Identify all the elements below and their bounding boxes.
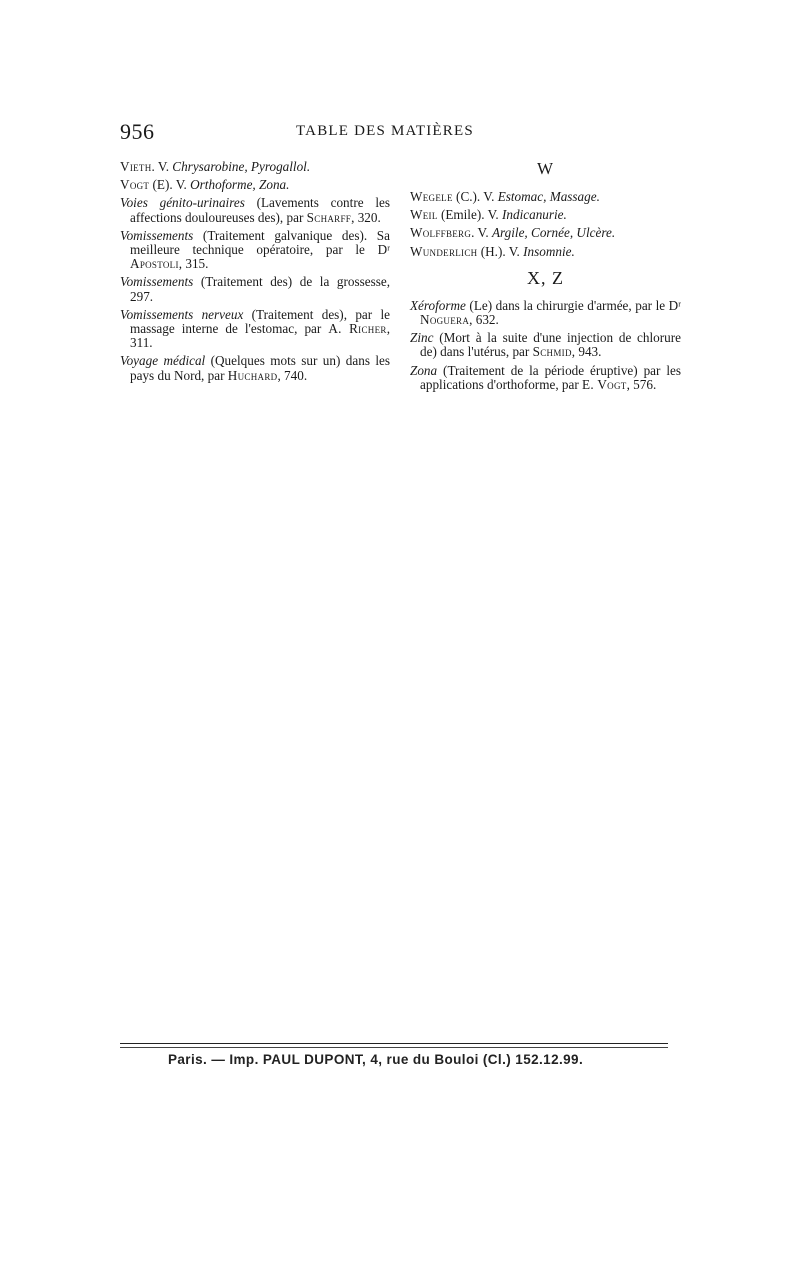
entry-text: (H.). V. bbox=[477, 243, 524, 259]
entry-crossref: Chrysarobine, Pyrogallol. bbox=[172, 159, 311, 174]
entry-text: (Emile). V. bbox=[437, 207, 502, 223]
entry-author: Apostoli bbox=[130, 256, 179, 272]
entry-text: (Le) dans la chirurgie d'armée, par le Dʳ bbox=[465, 297, 681, 313]
entry-author: Wegele bbox=[410, 189, 453, 204]
entry-text: (Traitement galvanique des). Sa meilleure technique opératoire, par le Dʳ bbox=[130, 227, 390, 258]
entry-author: Noguera bbox=[420, 312, 470, 328]
entry-text: (Traitement des) de la grossesse, 297. bbox=[130, 274, 390, 304]
entry-author: Scharff bbox=[306, 209, 352, 225]
entry-text: (Mort à la suite d'une injection de chlorure de) dans l'utérus, par bbox=[420, 330, 681, 360]
entry-term: Vomissements bbox=[120, 227, 194, 243]
index-entry bbox=[410, 208, 681, 222]
entry-page-ref: , 311. bbox=[130, 321, 390, 351]
entry-crossref: Orthoforme, Zona. bbox=[190, 177, 290, 193]
entry-term: Vomissements bbox=[120, 274, 194, 290]
entry-text: . V. bbox=[151, 159, 173, 174]
entry-term: Zona bbox=[410, 362, 438, 378]
entry-author: Schmid bbox=[532, 344, 572, 360]
index-entry bbox=[120, 308, 390, 351]
entry-term: Zinc bbox=[410, 330, 434, 346]
index-entry bbox=[120, 354, 390, 382]
footer-rule-thick bbox=[120, 1043, 668, 1044]
index-entry bbox=[120, 275, 390, 303]
section-heading-w: W bbox=[536, 159, 555, 178]
entry-author: Weil bbox=[410, 207, 438, 223]
page-number: 956 bbox=[120, 119, 155, 144]
entry-text: . V. bbox=[471, 225, 492, 241]
entry-page-ref: , 740. bbox=[277, 367, 308, 383]
entry-page-ref: , 943. bbox=[571, 344, 602, 360]
entry-term: Xéroforme bbox=[410, 297, 466, 313]
entry-author: A. Richer bbox=[328, 321, 387, 337]
entry-author: Wunderlich bbox=[410, 243, 478, 259]
entry-author: Huchard bbox=[227, 367, 278, 383]
index-entry bbox=[410, 226, 681, 240]
index-entry bbox=[410, 190, 681, 204]
entry-text: (Quelques mots sur un) dans les pays du Nord, par bbox=[130, 353, 390, 383]
running-title: TABLE DES MATIÈRES bbox=[296, 123, 474, 139]
entry-text: (Traitement des), par le massage interne de l'estomac, par bbox=[130, 306, 390, 337]
index-entry bbox=[410, 364, 681, 392]
index-entry bbox=[120, 178, 390, 192]
entry-term: Vomissements nerveux bbox=[120, 306, 244, 322]
section-heading-xz: X, Z bbox=[527, 267, 564, 288]
entry-page-ref: , 320. bbox=[351, 209, 381, 225]
entry-crossref: Argile, Cornée, Ulcère. bbox=[491, 225, 616, 241]
entry-text: (Traitement de la période éruptive) par les applications d'orthoforme, par bbox=[420, 362, 681, 392]
entry-term: Voies génito-urinaires bbox=[120, 195, 245, 211]
index-entry bbox=[120, 229, 390, 272]
index-entry bbox=[410, 245, 681, 259]
entry-author: Wolffberg bbox=[410, 225, 472, 241]
entry-text: (C.). V. bbox=[452, 189, 498, 204]
footer-rule-thin bbox=[120, 1047, 668, 1048]
entry-crossref: Indicanurie. bbox=[502, 207, 567, 223]
index-entry bbox=[120, 196, 390, 224]
entry-text: (E). V. bbox=[149, 177, 191, 193]
index-column-right bbox=[410, 160, 681, 396]
entry-page-ref: , 632. bbox=[469, 312, 499, 328]
index-entry bbox=[120, 160, 390, 174]
entry-page-ref: , 315. bbox=[178, 256, 209, 272]
entry-term: Voyage médical bbox=[120, 353, 206, 369]
entry-crossref: Estomac, Massage. bbox=[497, 189, 600, 204]
index-entry bbox=[410, 331, 681, 359]
entry-page-ref: , 576. bbox=[626, 376, 657, 392]
entry-author: Vogt bbox=[120, 177, 150, 193]
entry-crossref: Insomnie. bbox=[523, 243, 575, 259]
printer-imprint: Paris. — Imp. PAUL DUPONT, 4, rue du Bouloi (Cl.) 152.12.99. bbox=[168, 1052, 584, 1067]
entry-text: (Lavements contre les affections douloureuses des), par bbox=[130, 195, 390, 225]
entry-author: E. Vogt bbox=[582, 376, 627, 392]
index-entry bbox=[410, 299, 681, 327]
entry-author: Vieth bbox=[120, 159, 152, 174]
index-column-left bbox=[120, 160, 390, 387]
